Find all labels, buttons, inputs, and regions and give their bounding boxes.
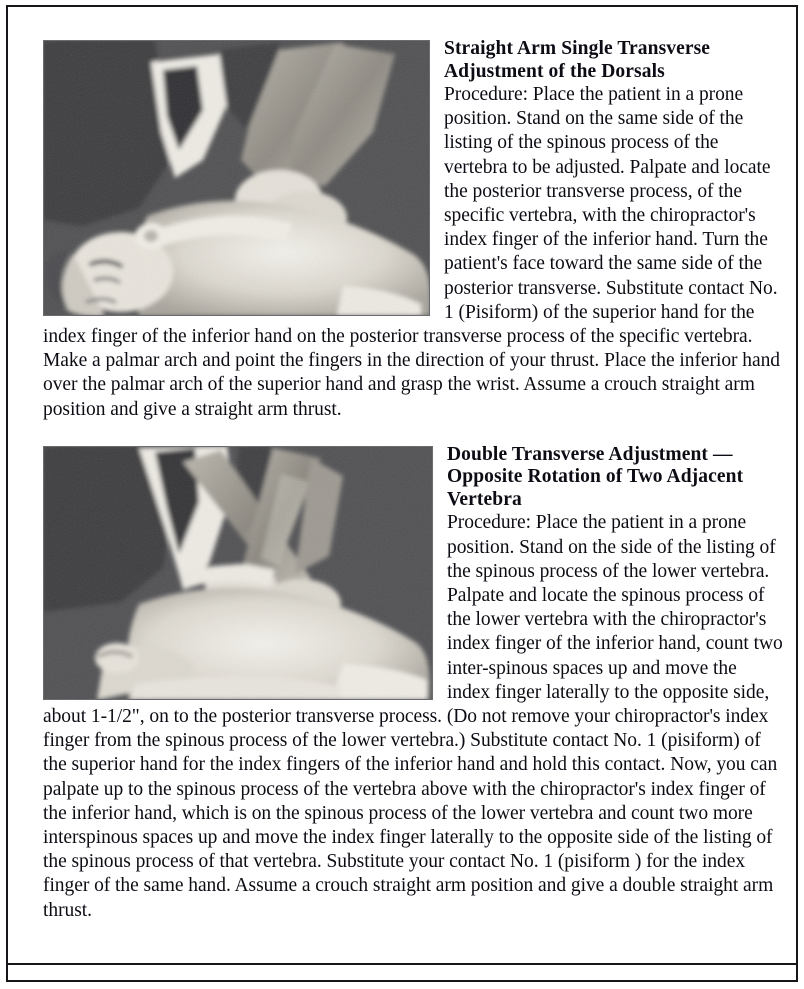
- photo-1-illustration: [43, 40, 430, 316]
- photo-2-illustration: [43, 446, 433, 700]
- page-bottom-rule: [8, 963, 796, 965]
- section-heading: Double Transverse Adjustment — Opposite Rotation of Two Adjacent Vertebra: [447, 443, 744, 510]
- section-body-text: Procedure: Place the patient in a prone position. Stand on the side of the listing of the spinous process of the lower vertebra. Palpate and locate the spinous process of the lower vertebra with the chiropractor's index finger of the inferior hand, count two inter-spinous spaces up and move the index finger laterally to the opposite side, about 1-1/2", on to the posterior transverse process. (Do not remove your chiropractor's index finger from the spinous process of the lower vertebra.) Substitute contact No. 1 (pisiform) of the superior hand for the index fingers of the inferior hand and hold this contact. Now, you can palpate up to the spinous process of the vertebra above with the chiropractor's index finger of the inferior hand, which is on the spinous process of the lower vertebra and count two more interspinous spaces up and move the index finger laterally to the opposite side of the listing of the spinous process of that vertebra. Substitute your contact No. 1 (pisiform ) for the index finger of the same hand. Assume a crouch straight arm position and give a double straight arm thrust.: [43, 512, 783, 921]
- page-content: [43, 38, 783, 923]
- photograph-straight-arm-single-transverse: [43, 40, 430, 316]
- section-body-text: Procedure: Place the patient in a prone position. Stand on the same side of the listing of the spinous process of the vertebra to be adjusted. Palpate and locate the posterior transverse process, of the specific vertebra, with the chiropractor's index finger of the inferior hand. Turn the patient's face toward the same side of the posterior transverse. Substitute contact No. 1 (Pisiform) of the superior hand for the index finger of the inferior hand on the posterior transverse process of the specific vertebra. Make a palmar arch and point the fingers in the direction of your thrust. Place the inferior hand over the palmar arch of the superior hand and grasp the wrist. Assume a crouch straight arm position and give a straight arm thrust.: [43, 84, 780, 420]
- section-double-transverse-adjustment: [43, 444, 783, 923]
- section-heading: Straight Arm Single Transverse Adjustment of the Dorsals: [444, 38, 711, 82]
- photograph-double-transverse-adjustment: [43, 446, 433, 700]
- section-straight-arm-single-transverse: [43, 38, 783, 422]
